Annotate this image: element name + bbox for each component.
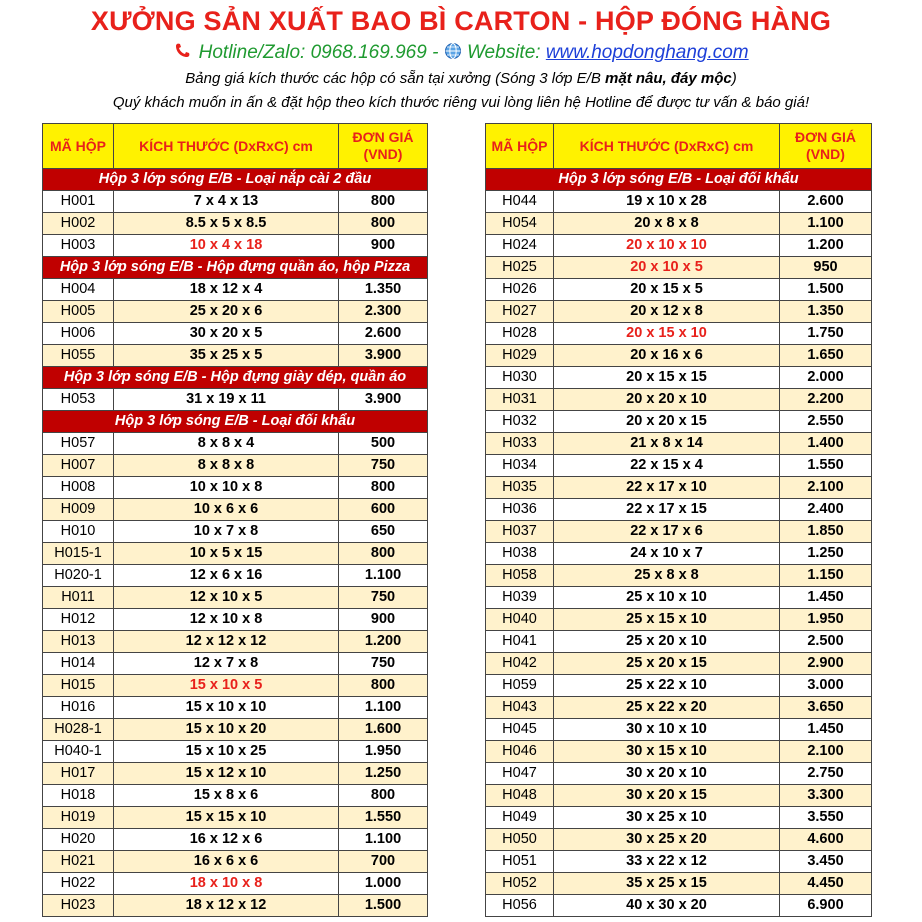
product-code-cell: H050 [486,829,554,851]
table-row [43,807,428,829]
size-cell: 30 x 20 x 15 [554,785,780,807]
table-row [486,191,872,213]
price-cell: 650 [339,521,428,543]
size-cell: 18 x 10 x 8 [114,873,339,895]
price-cell: 1.100 [339,565,428,587]
product-code-cell: H041 [486,631,554,653]
product-code-cell: H003 [43,235,114,257]
size-cell: 20 x 15 x 10 [554,323,780,345]
table-row [486,807,872,829]
price-cell: 950 [780,257,872,279]
price-cell: 1.150 [780,565,872,587]
price-cell: 800 [339,477,428,499]
size-cell: 25 x 8 x 8 [554,565,780,587]
size-cell: 10 x 6 x 6 [114,499,339,521]
price-cell: 2.000 [780,367,872,389]
product-code-cell: H055 [43,345,114,367]
section-title: Hộp 3 lớp sóng E/B - Loại đối khẩu [43,411,428,433]
table-row [486,235,872,257]
header-price-line2: (VND) [363,146,403,162]
table-row [43,191,428,213]
product-code-cell: H021 [43,851,114,873]
table-row [486,741,872,763]
section-title: Hộp 3 lớp sóng E/B - Loại đối khẩu [486,169,872,191]
table-row [43,301,428,323]
price-cell: 1.500 [339,895,428,917]
price-cell: 2.100 [780,477,872,499]
table-row [43,829,428,851]
table-row [43,741,428,763]
size-cell: 15 x 10 x 5 [114,675,339,697]
price-cell: 3.550 [780,807,872,829]
size-cell: 20 x 15 x 5 [554,279,780,301]
product-code-cell: H040-1 [43,741,114,763]
price-cell: 750 [339,455,428,477]
price-cell: 750 [339,587,428,609]
table-row [486,675,872,697]
price-cell: 1.550 [780,455,872,477]
product-code-cell: H024 [486,235,554,257]
website-label: Website: [466,42,541,63]
price-cell: 800 [339,213,428,235]
table-row [486,829,872,851]
product-code-cell: H026 [486,279,554,301]
size-cell: 20 x 16 x 6 [554,345,780,367]
table-row [43,345,428,367]
product-code-cell: H015-1 [43,543,114,565]
table-row [486,763,872,785]
size-cell: 12 x 12 x 12 [114,631,339,653]
product-code-cell: H040 [486,609,554,631]
price-cell: 2.600 [339,323,428,345]
header-price-line1: ĐƠN GIÁ [795,129,856,145]
price-cell: 1.650 [780,345,872,367]
section-header-row [43,169,428,191]
product-code-cell: H029 [486,345,554,367]
price-cell: 1.250 [780,543,872,565]
price-cell: 1.100 [339,829,428,851]
size-cell: 25 x 22 x 20 [554,697,780,719]
product-code-cell: H022 [43,873,114,895]
product-code-cell: H016 [43,697,114,719]
table-row [43,895,428,917]
table-row [43,433,428,455]
size-cell: 30 x 10 x 10 [554,719,780,741]
price-table-left [42,123,428,917]
product-code-cell: H051 [486,851,554,873]
size-cell: 8.5 x 5 x 8.5 [114,213,339,235]
size-cell: 12 x 7 x 8 [114,653,339,675]
product-code-cell: H034 [486,455,554,477]
product-code-cell: H017 [43,763,114,785]
size-cell: 22 x 15 x 4 [554,455,780,477]
price-cell: 1.950 [780,609,872,631]
price-cell: 6.900 [780,895,872,917]
size-cell: 24 x 10 x 7 [554,543,780,565]
table-row [486,257,872,279]
size-cell: 20 x 10 x 10 [554,235,780,257]
size-cell: 30 x 15 x 10 [554,741,780,763]
size-cell: 18 x 12 x 4 [114,279,339,301]
price-cell: 1.100 [780,213,872,235]
product-code-cell: H032 [486,411,554,433]
table-row [486,543,872,565]
price-cell: 900 [339,609,428,631]
size-cell: 15 x 8 x 6 [114,785,339,807]
size-cell: 7 x 4 x 13 [114,191,339,213]
product-code-cell: H019 [43,807,114,829]
table-row [486,587,872,609]
price-cell: 2.600 [780,191,872,213]
table-row [486,323,872,345]
price-cell: 600 [339,499,428,521]
size-cell: 10 x 5 x 15 [114,543,339,565]
table-row [43,851,428,873]
price-note-suffix: ) [731,70,737,87]
product-code-cell: H030 [486,367,554,389]
table-row [486,697,872,719]
table-row [486,521,872,543]
header-price [780,124,872,169]
product-code-cell: H043 [486,697,554,719]
hotline-text: Hotline/Zalo: 0968.169.969 - [198,42,439,63]
product-code-cell: H028-1 [43,719,114,741]
price-cell: 1.200 [780,235,872,257]
size-cell: 15 x 10 x 20 [114,719,339,741]
size-cell: 31 x 19 x 11 [114,389,339,411]
table-row [43,565,428,587]
header-size: KÍCH THƯỚC (DxRxC) cm [554,124,780,169]
size-cell: 35 x 25 x 5 [114,345,339,367]
price-cell: 1.450 [780,719,872,741]
price-cell: 1.850 [780,521,872,543]
size-cell: 30 x 20 x 5 [114,323,339,345]
price-cell: 2.100 [780,741,872,763]
header-code: MÃ HỘP [486,124,554,169]
size-cell: 15 x 10 x 10 [114,697,339,719]
price-cell: 2.300 [339,301,428,323]
product-code-cell: H047 [486,763,554,785]
product-code-cell: H013 [43,631,114,653]
product-code-cell: H027 [486,301,554,323]
product-code-cell: H033 [486,433,554,455]
price-cell: 2.900 [780,653,872,675]
price-cell: 1.950 [339,741,428,763]
table-row [43,763,428,785]
price-cell: 2.750 [780,763,872,785]
globe-icon [444,42,462,66]
price-cell: 700 [339,851,428,873]
section-header-row [43,411,428,433]
size-cell: 40 x 30 x 20 [554,895,780,917]
size-cell: 20 x 10 x 5 [554,257,780,279]
table-row [486,609,872,631]
table-header [43,124,428,169]
size-cell: 15 x 12 x 10 [114,763,339,785]
price-cell: 3.450 [780,851,872,873]
product-code-cell: H018 [43,785,114,807]
size-cell: 20 x 15 x 15 [554,367,780,389]
price-cell: 3.900 [339,389,428,411]
price-cell: 800 [339,191,428,213]
size-cell: 20 x 20 x 10 [554,389,780,411]
product-code-cell: H023 [43,895,114,917]
table-row [43,631,428,653]
size-cell: 25 x 22 x 10 [554,675,780,697]
page-title: XƯỞNG SẢN XUẤT BAO BÌ CARTON - HỘP ĐÓNG HÀNG [90,6,832,36]
table-row [43,389,428,411]
table-row [43,235,428,257]
product-code-cell: H036 [486,499,554,521]
table-row [43,719,428,741]
price-cell: 3.300 [780,785,872,807]
product-code-cell: H057 [43,433,114,455]
size-cell: 25 x 15 x 10 [554,609,780,631]
table-row [486,213,872,235]
price-cell: 2.400 [780,499,872,521]
product-code-cell: H049 [486,807,554,829]
price-note-text: Bảng giá kích thước các hộp có sẵn tại xưởng (Sóng 3 lớp E/B [185,70,601,87]
phone-icon [173,42,193,66]
product-code-cell: H039 [486,587,554,609]
price-cell: 1.450 [780,587,872,609]
table-row [486,851,872,873]
table-row [486,279,872,301]
size-cell: 22 x 17 x 6 [554,521,780,543]
table-row [486,895,872,917]
price-cell: 2.200 [780,389,872,411]
size-cell: 25 x 10 x 10 [554,587,780,609]
table-row [43,609,428,631]
price-cell: 1.200 [339,631,428,653]
product-code-cell: H006 [43,323,114,345]
product-code-cell: H015 [43,675,114,697]
price-cell: 1.250 [339,763,428,785]
size-cell: 33 x 22 x 12 [554,851,780,873]
product-code-cell: H056 [486,895,554,917]
price-cell: 3.000 [780,675,872,697]
price-cell: 2.500 [780,631,872,653]
size-cell: 12 x 10 x 8 [114,609,339,631]
header-price-line1: ĐƠN GIÁ [352,129,414,145]
header-price-line2: (VND) [806,146,845,162]
product-code-cell: H005 [43,301,114,323]
price-cell: 3.900 [339,345,428,367]
product-code-cell: H009 [43,499,114,521]
product-code-cell: H038 [486,543,554,565]
size-cell: 30 x 25 x 20 [554,829,780,851]
table-row [486,411,872,433]
table-row [43,873,428,895]
size-cell: 16 x 12 x 6 [114,829,339,851]
table-row [486,455,872,477]
size-cell: 20 x 12 x 8 [554,301,780,323]
product-code-cell: H045 [486,719,554,741]
table-row [43,697,428,719]
size-cell: 22 x 17 x 10 [554,477,780,499]
size-cell: 10 x 10 x 8 [114,477,339,499]
product-code-cell: H004 [43,279,114,301]
product-code-cell: H012 [43,609,114,631]
section-title: Hộp 3 lớp sóng E/B - Loại nắp cài 2 đầu [43,169,428,191]
section-header-row [43,257,428,279]
price-cell: 800 [339,675,428,697]
size-cell: 20 x 8 x 8 [554,213,780,235]
table-row [43,785,428,807]
product-code-cell: H011 [43,587,114,609]
size-cell: 16 x 6 x 6 [114,851,339,873]
product-code-cell: H007 [43,455,114,477]
website-link[interactable]: www.hopdonghang.com [545,42,749,63]
section-header-row [486,169,872,191]
product-code-cell: H028 [486,323,554,345]
product-code-cell: H008 [43,477,114,499]
price-cell: 1.400 [780,433,872,455]
table-header [486,124,872,169]
product-code-cell: H053 [43,389,114,411]
table-row [486,367,872,389]
size-cell: 12 x 10 x 5 [114,587,339,609]
size-cell: 19 x 10 x 28 [554,191,780,213]
price-cell: 1.500 [780,279,872,301]
size-cell: 22 x 17 x 15 [554,499,780,521]
size-cell: 25 x 20 x 15 [554,653,780,675]
size-cell: 8 x 8 x 8 [114,455,339,477]
price-cell: 4.600 [780,829,872,851]
table-row [43,455,428,477]
section-title: Hộp 3 lớp sóng E/B - Hộp đựng giày dép, quần áo [43,367,428,389]
size-cell: 10 x 4 x 18 [114,235,339,257]
product-code-cell: H054 [486,213,554,235]
table-row [486,477,872,499]
price-cell: 800 [339,543,428,565]
product-code-cell: H048 [486,785,554,807]
price-cell: 1.100 [339,697,428,719]
price-note [0,70,922,87]
table-row [486,433,872,455]
price-cell: 900 [339,235,428,257]
table-row [486,653,872,675]
price-cell: 1.000 [339,873,428,895]
price-cell: 800 [339,785,428,807]
table-row [43,279,428,301]
product-code-cell: H042 [486,653,554,675]
table-row [43,653,428,675]
price-cell: 500 [339,433,428,455]
table-row [43,213,428,235]
header-price [339,124,428,169]
product-code-cell: H010 [43,521,114,543]
contact-line [0,42,922,66]
product-code-cell: H046 [486,741,554,763]
size-cell: 12 x 6 x 16 [114,565,339,587]
price-cell: 1.750 [780,323,872,345]
price-cell: 3.650 [780,697,872,719]
section-title: Hộp 3 lớp sóng E/B - Hộp đựng quần áo, hộp Pizza [43,257,428,279]
table-row [486,873,872,895]
table-row [486,785,872,807]
product-code-cell: H035 [486,477,554,499]
size-cell: 15 x 10 x 25 [114,741,339,763]
product-code-cell: H020-1 [43,565,114,587]
price-cell: 1.600 [339,719,428,741]
table-row [43,323,428,345]
product-code-cell: H044 [486,191,554,213]
table-row [43,477,428,499]
price-cell: 1.350 [339,279,428,301]
size-cell: 30 x 25 x 10 [554,807,780,829]
table-row [486,565,872,587]
size-cell: 21 x 8 x 14 [554,433,780,455]
table-row [43,587,428,609]
price-note-bold: mặt nâu, đáy mộc [605,70,732,87]
product-code-cell: H020 [43,829,114,851]
product-code-cell: H031 [486,389,554,411]
header-code: MÃ HỘP [43,124,114,169]
size-cell: 10 x 7 x 8 [114,521,339,543]
product-code-cell: H014 [43,653,114,675]
product-code-cell: H058 [486,565,554,587]
price-cell: 750 [339,653,428,675]
custom-order-note: Quý khách muốn in ấn & đặt hộp theo kích thước riêng vui lòng liên hệ Hotline để được tư vấn & báo giá! [112,94,810,111]
table-row [486,345,872,367]
section-header-row [43,367,428,389]
size-cell: 18 x 12 x 12 [114,895,339,917]
table-row [486,389,872,411]
product-code-cell: H052 [486,873,554,895]
price-cell: 1.550 [339,807,428,829]
price-cell: 4.450 [780,873,872,895]
size-cell: 30 x 20 x 10 [554,763,780,785]
table-row [486,631,872,653]
size-cell: 25 x 20 x 10 [554,631,780,653]
table-row [486,301,872,323]
table-row [43,499,428,521]
product-code-cell: H025 [486,257,554,279]
price-cell: 1.350 [780,301,872,323]
size-cell: 20 x 20 x 15 [554,411,780,433]
table-row [486,719,872,741]
product-code-cell: H037 [486,521,554,543]
product-code-cell: H059 [486,675,554,697]
table-row [486,499,872,521]
size-cell: 25 x 20 x 6 [114,301,339,323]
size-cell: 8 x 8 x 4 [114,433,339,455]
product-code-cell: H001 [43,191,114,213]
table-row [43,675,428,697]
header-size: KÍCH THƯỚC (DxRxC) cm [114,124,339,169]
size-cell: 35 x 25 x 15 [554,873,780,895]
price-table-right [485,123,872,917]
table-row [43,521,428,543]
price-cell: 2.550 [780,411,872,433]
table-row [43,543,428,565]
size-cell: 15 x 15 x 10 [114,807,339,829]
product-code-cell: H002 [43,213,114,235]
